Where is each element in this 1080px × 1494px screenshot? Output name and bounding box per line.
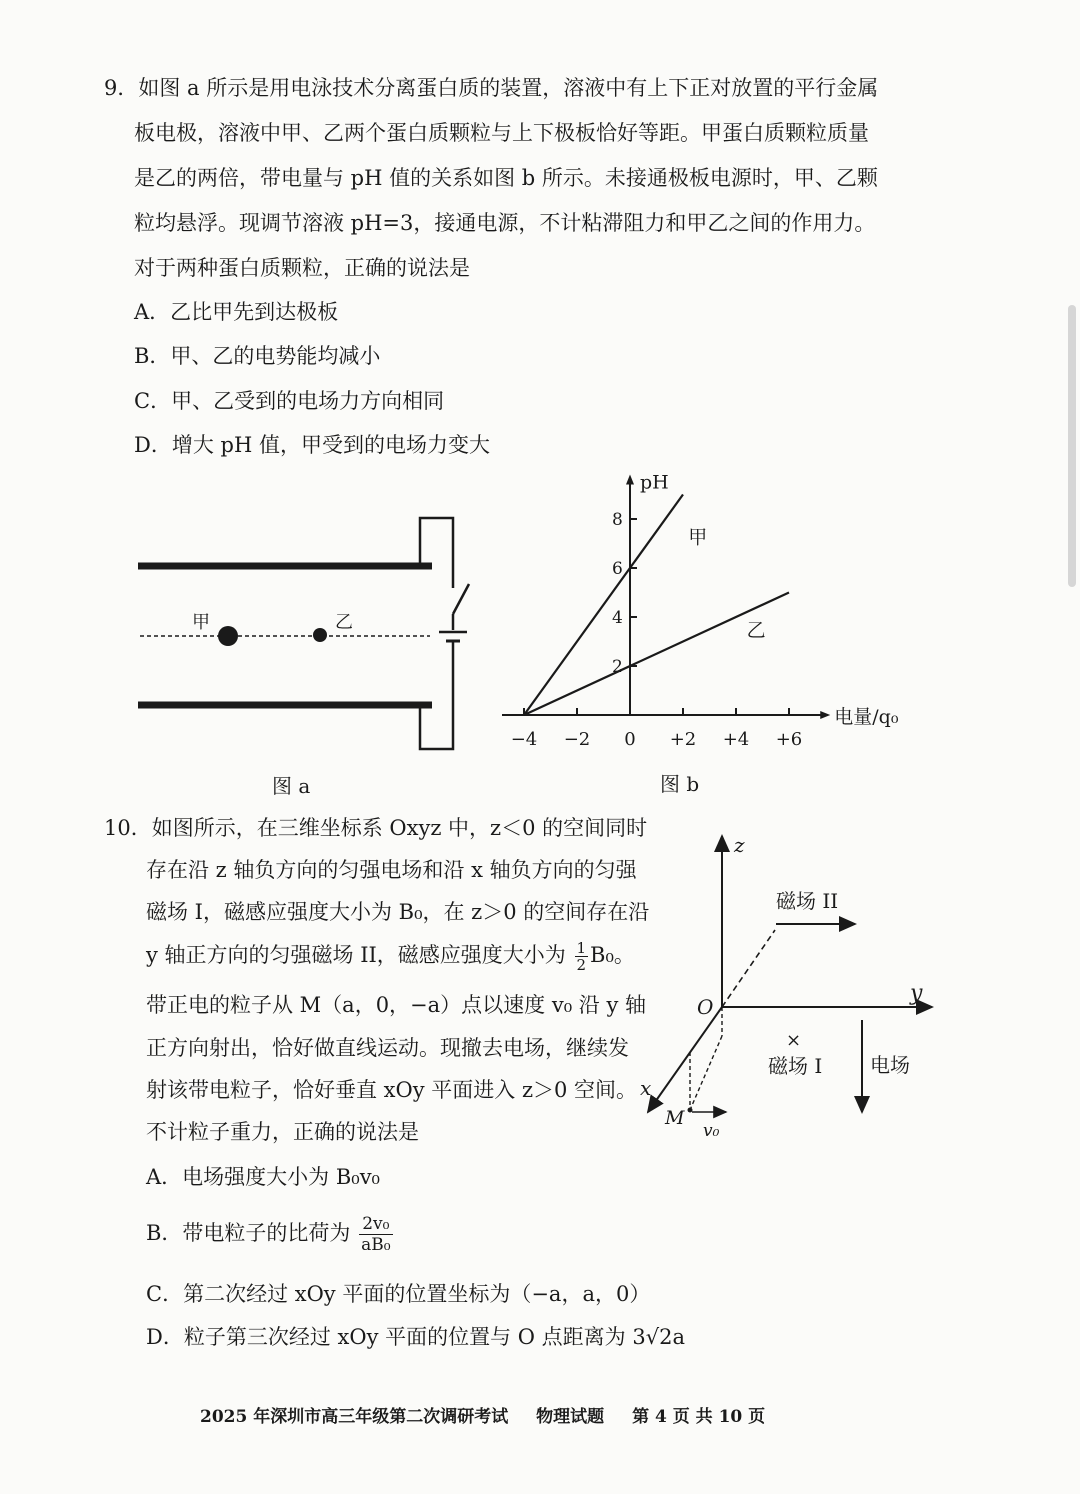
x-tick-label: +6 xyxy=(775,729,803,750)
q10-option-d: D．粒子第三次经过 xOy 平面的位置与 O 点距离为 3√2a xyxy=(146,1325,685,1349)
figure-b-caption: 图 b xyxy=(660,772,700,796)
half-fraction: $\frac{1}{2}$ xyxy=(576,939,587,974)
scrollbar[interactable] xyxy=(1068,305,1076,587)
q9-line-2: 板电极，溶液中甲、乙两个蛋白质颗粒与上下极板恰好等距。甲蛋白质颗粒质量 xyxy=(134,121,869,145)
q9-line-1: 9．如图 a 所示是用电泳技术分离蛋白质的装置，溶液中有上下正对放置的平行金属 xyxy=(104,76,879,100)
z-label: z xyxy=(734,833,745,857)
q10-option-a: A．电场强度大小为 B₀v₀ xyxy=(146,1165,380,1189)
neg-x-dashed xyxy=(722,930,775,1007)
y-axis-label: pH xyxy=(640,471,669,494)
q10-line-1: 10．如图所示，在三维坐标系 Oxyz 中，z＜0 的空间同时 xyxy=(104,816,648,840)
x-tick-label: −2 xyxy=(563,729,591,750)
origin-label: O xyxy=(697,995,714,1019)
q9-option-a: A．乙比甲先到达极板 xyxy=(134,300,339,324)
q9-line-5: 对于两种蛋白质颗粒，正确的说法是 xyxy=(134,256,470,280)
q9-line-3: 是乙的两倍，带电量与 pH 值的关系如图 b 所示。未接通极板电源时，甲、乙颗 xyxy=(134,166,878,190)
x-tick-label: 0 xyxy=(624,729,636,750)
q10-line-3: 磁场 I，磁感应强度大小为 B₀，在 z＞0 的空间存在沿 xyxy=(146,900,650,924)
y-tick-label: 4 xyxy=(612,608,623,628)
label-jia: 甲 xyxy=(192,612,210,633)
x-tick-label: +2 xyxy=(669,729,697,750)
cross-symbol: × xyxy=(786,1030,802,1051)
footer-page: 第 4 页 共 10 页 xyxy=(632,1407,766,1427)
x-label: x xyxy=(640,1076,652,1100)
q9-option-b: B．甲、乙的电势能均减小 xyxy=(134,344,381,368)
q10-line-6: 正方向射出，恰好做直线运动。现撤去电场，继续发 xyxy=(146,1036,629,1060)
field1-label: 磁场 I xyxy=(768,1054,823,1078)
page-footer xyxy=(200,1402,787,1427)
efield-label: 电场 xyxy=(870,1053,910,1077)
q10-line-4-text: y 轴正方向的匀强磁场 II，磁感应强度大小为 xyxy=(146,943,566,967)
figure-a-caption: 图 a xyxy=(272,774,311,798)
q10-option-b: B．带电粒子的比荷为 $\frac{\text{2v₀}}{\text{aB₀}}$ xyxy=(146,1214,391,1255)
x-tick-label: +4 xyxy=(722,729,750,750)
y-tick-label: 8 xyxy=(612,510,623,530)
q10-option-c: C．第二次经过 xOy 平面的位置坐标为（−a，a，0） xyxy=(146,1282,651,1306)
v0-label: v₀ xyxy=(703,1121,720,1141)
q9-option-d: D．增大 pH 值，甲受到的电场力变大 xyxy=(134,433,490,457)
field2-label: 磁场 II xyxy=(776,889,839,913)
x-tick-label: −4 xyxy=(510,729,538,750)
point-m xyxy=(688,1108,693,1113)
m-label: M xyxy=(665,1107,685,1129)
charge-mass-fraction: $\frac{\text{2v₀}}{\text{aB₀}}$ xyxy=(361,1214,391,1255)
y-tick-label: 6 xyxy=(612,559,623,579)
label-yi: 乙 xyxy=(335,612,353,633)
q10-line-5: 带正电的粒子从 M（a，0，−a）点以速度 v₀ 沿 y 轴 xyxy=(146,993,647,1017)
footer-subject: 物理试题 xyxy=(536,1407,605,1427)
q9-line-4: 粒均悬浮。现调节溶液 pH=3，接通电源，不计粘滞阻力和甲乙之间的作用力。 xyxy=(134,211,876,235)
series-label-yi: 乙 xyxy=(746,619,766,642)
footer-title: 2025 年深圳市高三年级第二次调研考试 xyxy=(200,1407,509,1427)
y-label: y xyxy=(910,981,923,1006)
q10-line-4-end: B₀。 xyxy=(590,943,635,967)
y-tick-label: 2 xyxy=(612,657,623,677)
series-label-jia: 甲 xyxy=(688,526,708,549)
x-axis-label: 电量/q₀ xyxy=(834,706,899,728)
x-axis xyxy=(648,1007,722,1112)
q10-line-7: 射该带电粒子，恰好垂直 xOy 平面进入 z＞0 空间。 xyxy=(146,1078,638,1102)
q10-line-8: 不计粒子重力，正确的说法是 xyxy=(146,1120,419,1144)
q9-option-c: C．甲、乙受到的电场力方向相同 xyxy=(134,389,445,413)
q10-line-2: 存在沿 z 轴负方向的匀强电场和沿 x 轴负方向的匀强 xyxy=(146,858,637,882)
